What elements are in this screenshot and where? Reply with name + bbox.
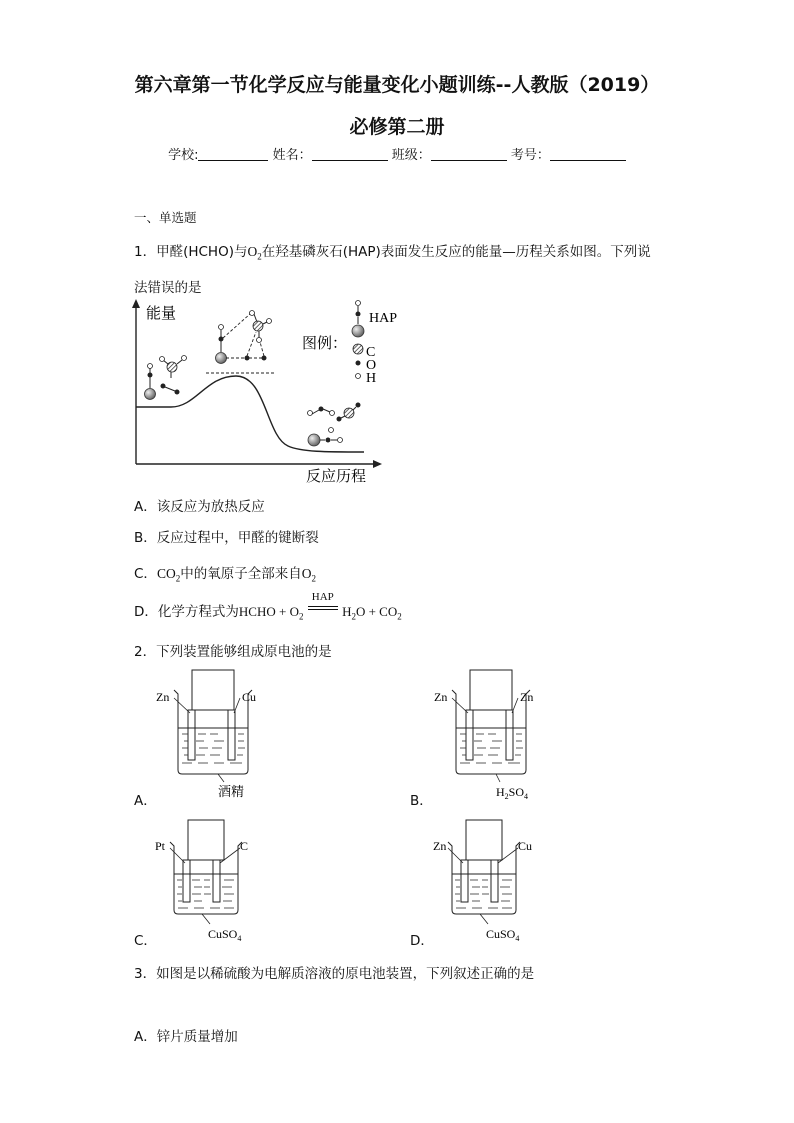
legend-hap-ball <box>352 325 364 337</box>
beaker-b-right-electrode: Zn <box>520 690 534 704</box>
legend-o-dot <box>356 361 361 366</box>
q1-stem-line2: 法错误的是 <box>134 280 202 296</box>
class-blank[interactable] <box>431 146 507 161</box>
q1-option-a[interactable]: A．该反应为放热反应 <box>134 499 265 515</box>
beaker-d-left-electrode: Zn <box>433 839 447 853</box>
y-axis-label: 能量 <box>146 306 177 322</box>
beaker-a-right-electrode: Cu <box>242 690 257 704</box>
student-info <box>0 144 794 163</box>
class-label: 班级： <box>391 148 431 163</box>
beaker-c-right-electrode: C <box>240 839 249 853</box>
reaction-condition: HAP <box>308 603 338 617</box>
legend-h-atom <box>356 301 361 306</box>
q2-option-d-letter[interactable]: D． <box>410 933 434 949</box>
legend-o-atom <box>356 312 361 317</box>
y-axis-arrow <box>132 299 140 308</box>
q1-option-b[interactable]: B．反应过程中，甲醛的键断裂 <box>134 530 319 546</box>
reactant-molecules <box>145 356 187 400</box>
name-blank[interactable] <box>312 146 388 161</box>
q3-option-a[interactable]: A．锌片质量增加 <box>134 1029 238 1045</box>
legend-h-dot <box>356 374 361 379</box>
legend-c-label: C <box>366 345 376 360</box>
beaker-c-figure[interactable] <box>152 818 262 948</box>
beaker-c-left-electrode: Pt <box>155 839 166 853</box>
beaker-a-figure[interactable] <box>152 668 262 803</box>
energy-profile-figure <box>126 296 416 486</box>
q1-stem-post: 在羟基磷灰石(HAP)表面发生反应的能量—历程关系如图。下列说 <box>261 244 651 260</box>
q1-stem-line1 <box>134 240 651 262</box>
beaker-b-figure[interactable] <box>430 668 540 803</box>
beaker-b-left-electrode: Zn <box>434 690 448 704</box>
q1-stem-pre: 1．甲醛(HCHO)与 <box>134 244 248 260</box>
exam-no-label: 考号： <box>510 148 550 163</box>
legend-o-label: O <box>366 358 377 373</box>
school-label: 学校: <box>168 148 199 163</box>
q1-option-d[interactable]: D．化学方程式为HCHO + $O_2$ HAP $H_2O + CO_2$ <box>134 591 402 622</box>
legend-c-atom <box>353 344 363 354</box>
school-blank[interactable] <box>198 146 268 161</box>
section-heading: 一、单选题 <box>134 210 197 225</box>
q1-option-c[interactable]: C．$CO_2$中的氧原子全部来自$O_2$ <box>134 566 316 584</box>
x-axis-label: 反应历程 <box>306 469 367 485</box>
beaker-d-solution: CuSO$_4$ <box>486 927 520 943</box>
page-subtitle: 必修第二册 <box>349 116 445 138</box>
beaker-c-solution: CuSO$_4$ <box>208 927 242 943</box>
q2-stem: 2．下列装置能够组成原电池的是 <box>134 644 332 660</box>
beaker-b-solution: $H_2SO_4$ <box>496 785 529 801</box>
legend-h-label: H <box>366 371 377 386</box>
transition-state-molecules <box>216 311 272 364</box>
q2-option-a-letter[interactable]: A． <box>134 793 157 809</box>
q2-option-b-letter[interactable]: B． <box>410 793 433 809</box>
beaker-a-solution: 酒精 <box>218 784 245 799</box>
name-label: 姓名： <box>272 148 312 163</box>
legend-title: 图例： <box>302 336 348 352</box>
legend-hap-label: HAP <box>369 311 398 326</box>
q3-stem: 3．如图是以稀硫酸为电解质溶液的原电池装置，下列叙述正确的是 <box>134 966 535 982</box>
product-molecules <box>308 403 361 447</box>
q1-o2: $O_2$ <box>247 244 262 262</box>
page-title: 第六章第一节化学反应与能量变化小题训练--人教版（2019） <box>134 74 660 96</box>
beaker-d-right-electrode: Cu <box>518 839 533 853</box>
x-axis-arrow <box>373 460 382 468</box>
exam-no-blank[interactable] <box>550 146 626 161</box>
beaker-a-left-electrode: Zn <box>156 690 170 704</box>
beaker-d-figure[interactable] <box>430 818 540 948</box>
q2-option-c-letter[interactable]: C． <box>134 933 157 949</box>
